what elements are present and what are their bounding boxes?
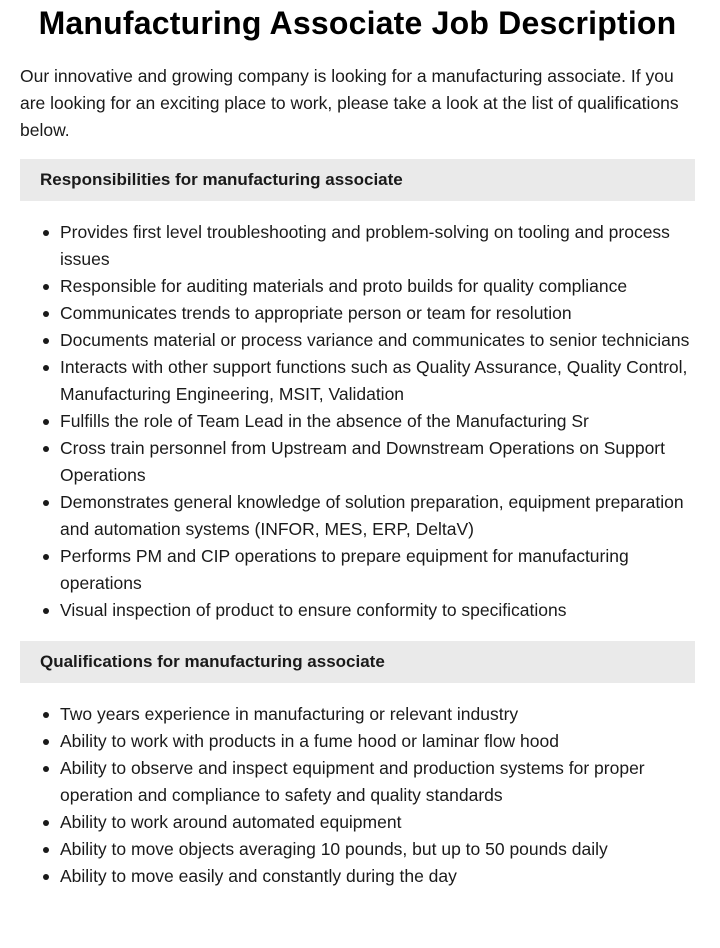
list-item: Ability to observe and inspect equipment and production systems for proper operation and compliance to safety and quality standards: [60, 755, 695, 809]
page-title: Manufacturing Associate Job Description: [38, 5, 677, 41]
responsibilities-list: [20, 219, 695, 624]
qualifications-heading: Qualifications for manufacturing associate: [20, 641, 695, 683]
list-item: Ability to move easily and constantly during the day: [60, 863, 695, 890]
list-item: Ability to work with products in a fume hood or laminar flow hood: [60, 728, 695, 755]
list-item: Fulfills the role of Team Lead in the absence of the Manufacturing Sr: [60, 408, 695, 435]
list-item: Demonstrates general knowledge of solution preparation, equipment preparation and automation systems (INFOR, MES, ERP, DeltaV): [60, 489, 695, 543]
list-item: Cross train personnel from Upstream and Downstream Operations on Support Operations: [60, 435, 695, 489]
list-item: Performs PM and CIP operations to prepare equipment for manufacturing operations: [60, 543, 695, 597]
list-item: Ability to work around automated equipment: [60, 809, 695, 836]
list-item: Ability to move objects averaging 10 pounds, but up to 50 pounds daily: [60, 836, 695, 863]
list-item: Communicates trends to appropriate person or team for resolution: [60, 300, 695, 327]
responsibilities-heading: Responsibilities for manufacturing associate: [20, 159, 695, 201]
list-item: Provides first level troubleshooting and problem-solving on tooling and process issues: [60, 219, 695, 273]
list-item: Responsible for auditing materials and proto builds for quality compliance: [60, 273, 695, 300]
list-item: Two years experience in manufacturing or relevant industry: [60, 701, 695, 728]
intro-paragraph: Our innovative and growing company is looking for a manufacturing associate. If you are looking for an exciting place to work, please take a look at the list of qualifications below.: [20, 66, 679, 140]
list-item: Documents material or process variance and communicates to senior technicians: [60, 327, 695, 354]
qualifications-list: [20, 701, 695, 890]
list-item: Visual inspection of product to ensure conformity to specifications: [60, 597, 695, 624]
list-item: Interacts with other support functions such as Quality Assurance, Quality Control, Manufacturing Engineering, MSIT, Validation: [60, 354, 695, 408]
